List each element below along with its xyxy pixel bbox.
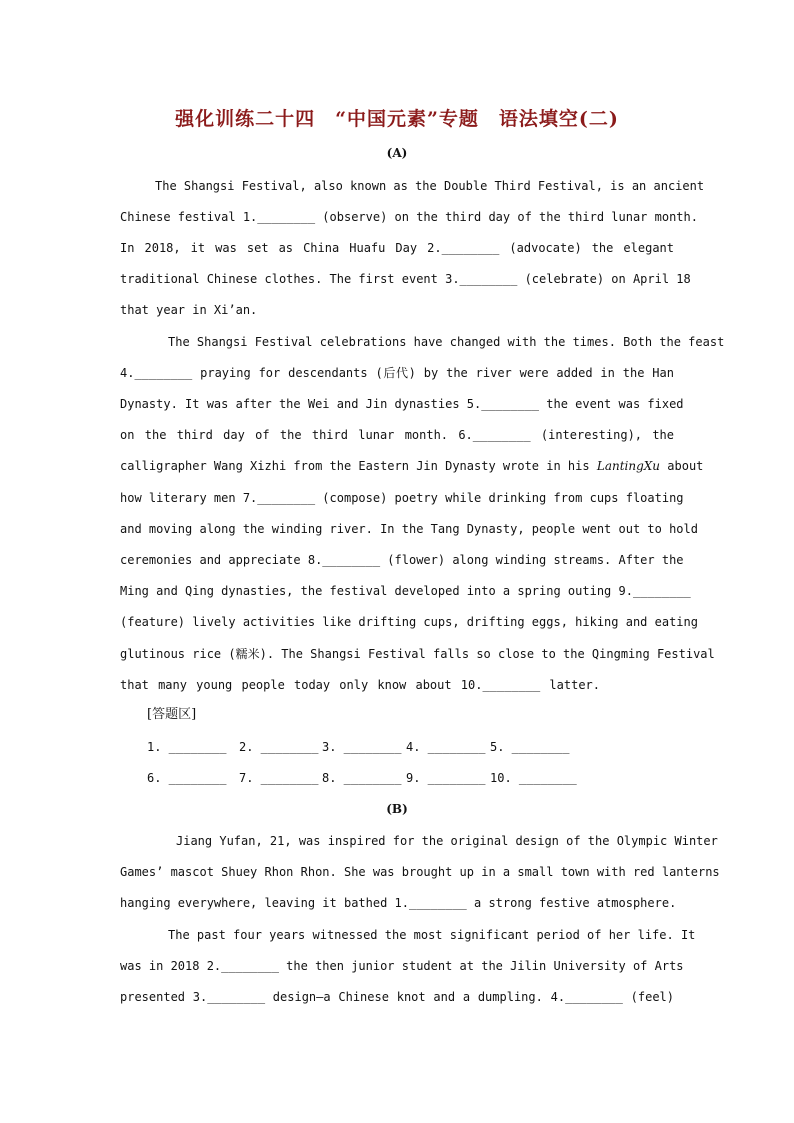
answer-blank: 10. ________ [490, 771, 577, 785]
paragraph-line: presented 3.________ design—a Chinese knot and a dumpling. 4.________ (feel) [120, 990, 674, 1004]
answer-blank: 4. ________ [406, 740, 486, 754]
answer-blank: 7. ________ [239, 771, 319, 785]
paragraph-line [120, 458, 704, 474]
paragraph-line: and moving along the winding river. In the Tang Dynasty, people went out to hold [120, 522, 698, 536]
paragraph-line: was in 2018 2.________ the then junior student at the Jilin University of Arts [120, 959, 684, 973]
section-b-label: (B) [386, 802, 408, 816]
paragraph-line: Ming and Qing dynasties, the festival developed into a spring outing 9.________ [120, 584, 691, 598]
answer-blank: 5. ________ [490, 740, 570, 754]
paragraph-line: Chinese festival 1.________ (observe) on the third day of the third lunar month. [120, 210, 698, 224]
book-title: LantingXu [596, 459, 661, 473]
paragraph-line: (feature) lively activities like drifting cups, drifting eggs, hiking and eating [120, 615, 698, 629]
line-text: about [667, 459, 704, 473]
paragraph-line: The past four years witnessed the most significant period of her life. It [168, 928, 696, 942]
line-text: calligrapher Wang Xizhi from the Eastern Jin Dynasty wrote in his [120, 459, 590, 473]
paragraph-line: on the third day of the third lunar month. 6.________ (interesting), the [120, 428, 674, 442]
paragraph-line: that many young people today only know about 10.________ latter. [120, 678, 600, 692]
paragraph-line: The Shangsi Festival, also known as the Double Third Festival, is an ancient [155, 179, 705, 193]
answer-blank: 2. ________ [239, 740, 319, 754]
answer-blank: 3. ________ [322, 740, 402, 754]
paragraph-line: that year in Xi’an. [120, 303, 258, 317]
paragraph-line: glutinous rice (糯米). The Shangsi Festival falls so close to the Qingming Festival [120, 647, 715, 661]
answer-blank: 6. ________ [147, 771, 227, 785]
page-title: 强化训练二十四 “中国元素”专题 语法填空(二) [175, 108, 619, 130]
paragraph-line: how literary men 7.________ (compose) poetry while drinking from cups floating [120, 491, 684, 505]
paragraph-line: 4.________ praying for descendants (后代) by the river were added in the Han [120, 366, 674, 380]
paragraph-line: Jiang Yufan, 21, was inspired for the original design of the Olympic Winter [176, 834, 718, 848]
paragraph-line: hanging everywhere, leaving it bathed 1.________ a strong festive atmosphere. [120, 896, 677, 910]
paragraph-line: Games’ mascot Shuey Rhon Rhon. She was brought up in a small town with red lanterns [120, 865, 720, 879]
paragraph-line: ceremonies and appreciate 8.________ (flower) along winding streams. After the [120, 553, 684, 567]
answer-blank: 1. ________ [147, 740, 227, 754]
answer-area-heading: [答题区] [147, 707, 197, 722]
answer-blank: 9. ________ [406, 771, 486, 785]
answer-blank: 8. ________ [322, 771, 402, 785]
paragraph-line: The Shangsi Festival celebrations have changed with the times. Both the feast [168, 335, 725, 349]
paragraph-line: traditional Chinese clothes. The first event 3.________ (celebrate) on April 18 [120, 272, 691, 286]
paragraph-line: Dynasty. It was after the Wei and Jin dynasties 5.________ the event was fixed [120, 397, 684, 411]
paragraph-line: In 2018, it was set as China Huafu Day 2.________ (advocate) the elegant [120, 241, 674, 255]
section-a-label: (A) [386, 146, 408, 160]
